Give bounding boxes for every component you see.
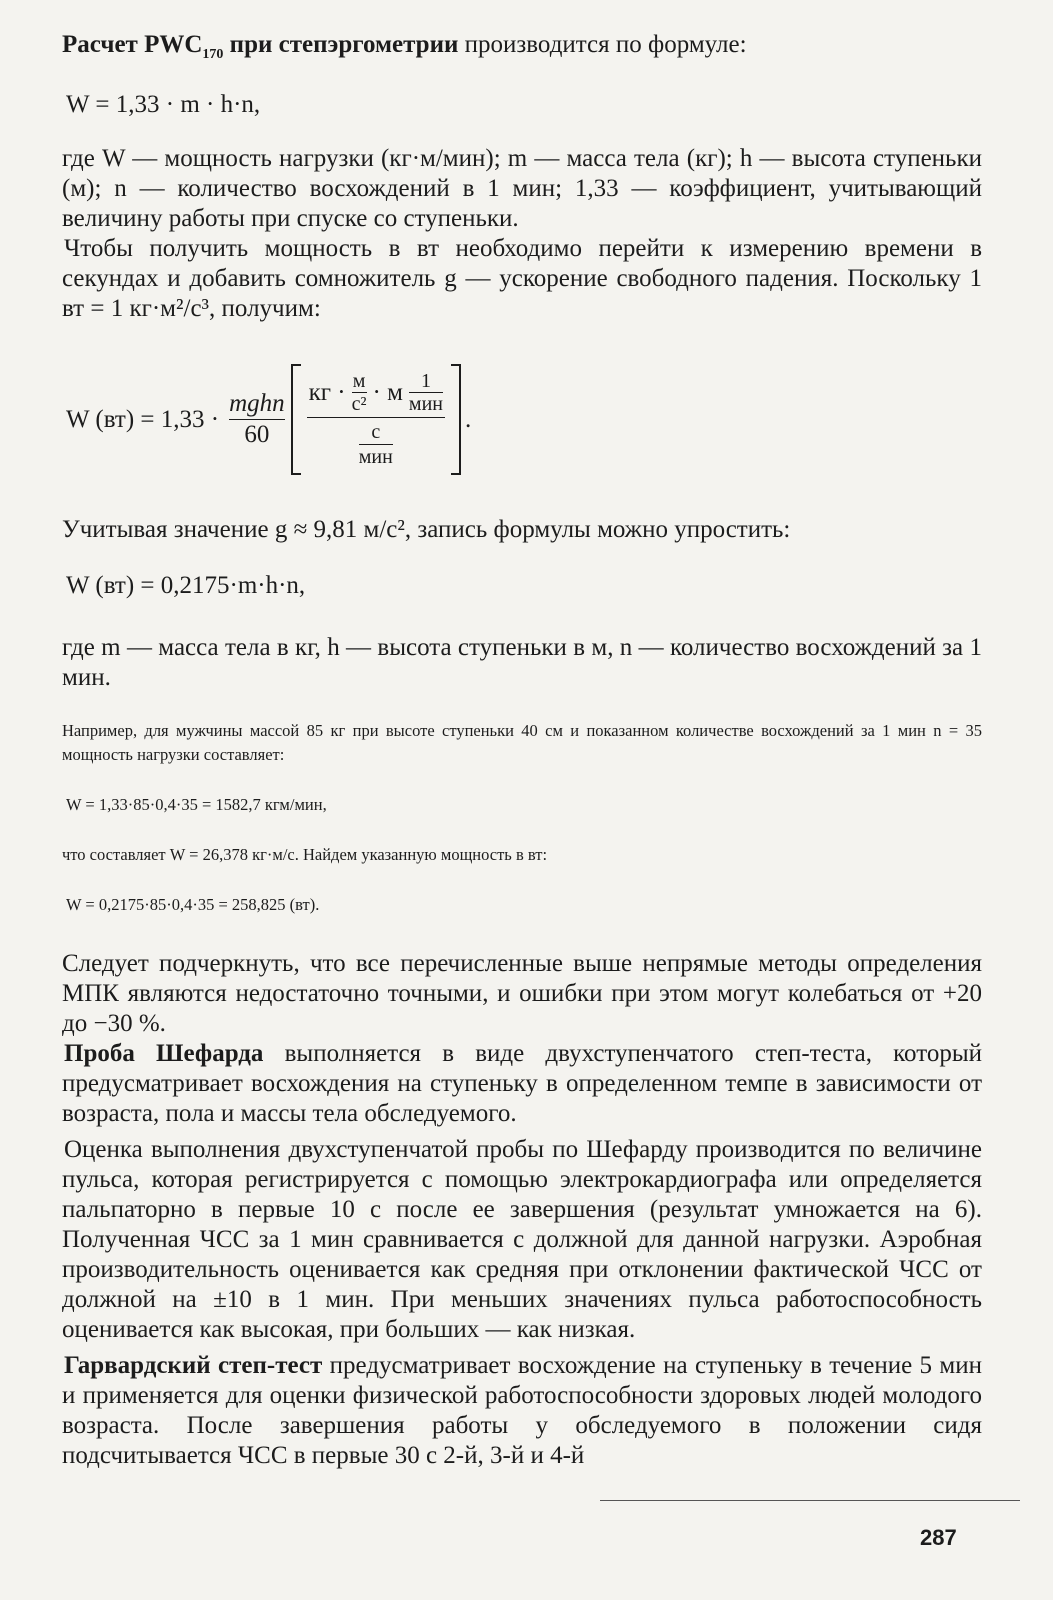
heading-paragraph — [62, 30, 982, 70]
paragraph-shepard-evaluation: Оценка выполнения двухступенчатой пробы по Шефарду производится по величине пульса, которая регистрируется с помощью электрокардиографа или определяется пальпаторно в первые 10 с после ее завершения (результат умножается на 6). Полученная ЧСС за 1 мин сравнивается с должной для данной нагрузки. Аэробная производительность оценивается как средняя при отклонении фактической ЧСС от должной на ±10 в 1 мин. При меньших значениях пульса работоспособность оценивается как высокая, при больших — как низкая. — [62, 1136, 982, 1343]
paragraph-definitions: где W — мощность нагрузки (кг·м/мин); m — масса тела (кг); h — высота ступеньки (м); n — количество восхождений в 1 мин; 1,33 — коэффициент, учитывающий величину работы при спуске со ступеньки. — [62, 145, 982, 232]
formula-2 — [66, 364, 982, 475]
example-conversion: что составляет W = 26,378 кг·м/с. Найдем указанную мощность в вт: — [62, 845, 548, 864]
shepard-title: Проба Шефарда — [64, 1040, 264, 1067]
shepard-text: выполняется в виде двухступенчатого степ-теста, который предусматривает восхождения на ступеньку в определенном темпе в зависимости от возраста, пола и массы тела обследуемого. — [62, 1040, 982, 1127]
pwc-title-2: при степэргометрии — [223, 31, 459, 58]
pwc-title: Расчет PWC — [62, 31, 203, 58]
formula-2-den: 60 — [229, 419, 285, 450]
page-content — [62, 30, 982, 1471]
unit-min2: мин — [358, 446, 393, 468]
paragraph-seconds: Чтобы получить мощность в вт необходимо перейти к измерению времени в секундах и добавить сомножитель g — ускорение свободного падения. Поскольку 1 вт = 1 кг·м²/с³, получим: — [62, 235, 982, 322]
example-formula-1: W = 1,33·85·0,4·35 = 1582,7 кгм/мин, — [66, 795, 327, 814]
paragraph-variables: где m — масса тела в кг, h — высота ступеньки в м, n — количество восхождений за 1 мин. — [62, 634, 982, 691]
formula-2-end: . — [464, 405, 472, 433]
unit-kg: кг · — [308, 378, 346, 406]
harvard-text: предусматривает восхождение на ступеньку в течение 5 мин и применяется для оценки физической работоспособности здоровых людей молодого возраста. После завершения работы у обследуемого в положении сидя подсчитывается ЧСС в первые 30 с 2-й, 3-й и 4-й — [62, 1352, 983, 1469]
unit-m: м — [352, 370, 366, 392]
paragraph-accuracy: Следует подчеркнуть, что все перечисленные выше непрямые методы определения МПК являются недостаточно точными, и ошибки при этом могут колебаться от +20 до −30 %. — [62, 950, 982, 1037]
unit-s2: с² — [351, 393, 367, 415]
formula-2-num: mghn — [229, 390, 285, 417]
formula-2-bracket — [291, 364, 461, 475]
formula-2-fraction — [229, 389, 285, 450]
paragraph-g-value: Учитывая значение g ≈ 9,81 м/с², запись формулы можно упростить: — [62, 516, 791, 543]
heading-rest: производится по формуле: — [458, 31, 747, 58]
formula-2-lhs: W (вт) = 1,33 · — [66, 405, 220, 433]
unit-min: мин — [408, 393, 443, 415]
paragraph-harvard — [62, 1351, 982, 1471]
formula-1: W = 1,33 · m · h·n, — [66, 91, 261, 118]
formula-3: W (вт) = 0,2175·m·h·n, — [66, 572, 306, 599]
harvard-title: Гарвардский степ-тест — [64, 1352, 323, 1379]
unit-s: с — [371, 421, 381, 443]
example-formula-2: W = 0,2175·85·0,4·35 = 258,825 (вт). — [66, 895, 320, 914]
page-number: 287 — [920, 1525, 957, 1550]
formula-2-inner-fraction — [307, 370, 445, 469]
unit-one: 1 — [420, 370, 431, 392]
unit-dot-m: · м — [372, 378, 403, 406]
pwc-subscript: 170 — [202, 47, 224, 62]
footer-rule — [600, 1500, 1020, 1501]
example-paragraph: Например, для мужчины массой 85 кг при высоте ступеньки 40 см и показанном количестве восхождений за 1 мин n = 35 мощность нагрузки составляет: — [62, 721, 982, 764]
paragraph-shepard — [62, 1039, 982, 1129]
